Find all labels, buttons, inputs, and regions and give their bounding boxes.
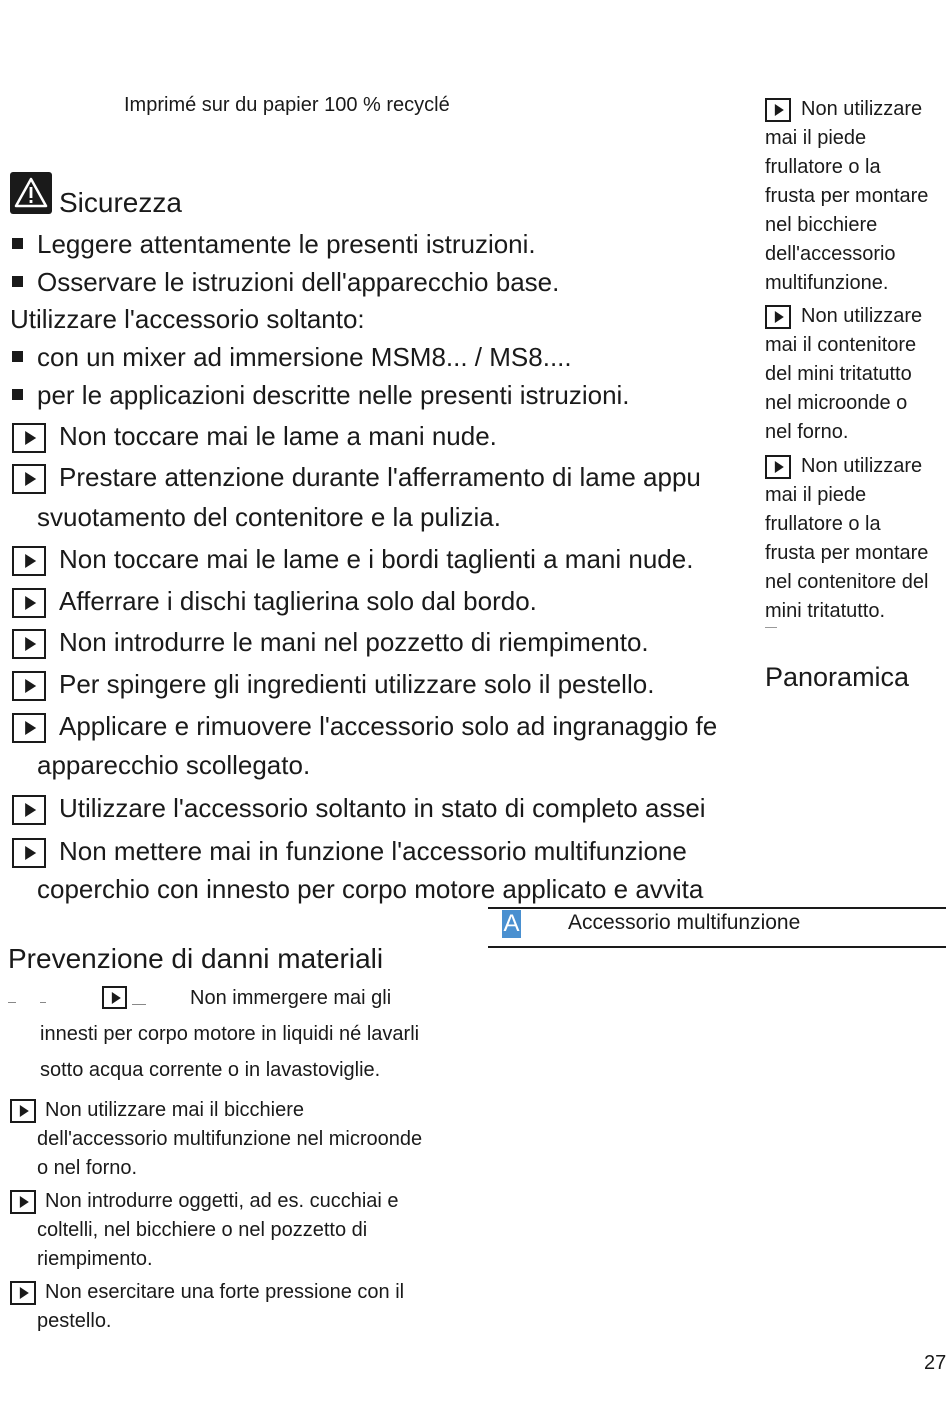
bullet-icon [12,276,23,287]
bullet-icon [12,238,23,249]
note-line: Non utilizzare [765,452,950,481]
note-line: mai il piede [765,127,867,149]
play-icon [12,464,46,494]
list-item: con un mixer ad immersione MSM8... / MS8.... [12,338,752,376]
damage-item-continuation: o nel forno. [37,1157,138,1179]
damage-item-continuation: sotto acqua corrente o in lavastoviglie. [40,1059,381,1081]
note-line: nel microonde o [765,392,908,414]
divider [132,1004,146,1005]
play-icon [102,986,127,1009]
play-icon [10,1099,36,1123]
legend-top-rule [488,907,946,909]
note-line: Non utilizzare [765,95,950,124]
warning-item: Applicare e rimuovere l'accessorio solo ad ingranaggio fe [12,707,762,745]
damage-item: Non introdurre oggetti, ad es. cucchiai e [10,1187,399,1216]
usage-intro: Utilizzare l'accessorio soltanto: [10,304,365,334]
divider [765,627,777,628]
page-number: 27 [924,1352,947,1374]
list-item: per le applicazioni descritte nelle presenti istruzioni. [12,376,752,414]
warning-continuation: apparecchio scollegato. [37,750,311,780]
note-line: frullatore o la [765,513,881,535]
damage-title: Prevenzione di danni materiali [8,943,384,974]
damage-item-continuation: innesti per corpo motore in liquidi né lavarli [40,1023,420,1045]
note-line: nel contenitore del [765,571,929,593]
warning-item: Non mettere mai in funzione l'accessorio multifunzione [12,832,762,870]
note-line: mini tritatutto. [765,600,886,622]
note-line: frullatore o la [765,156,881,178]
damage-item-continuation: dell'accessorio multifunzione nel microonde [37,1128,423,1150]
list-item: Osservare le istruzioni dell'apparecchio base. [12,263,752,301]
note-line: multifunzione. [765,272,889,294]
note-block [765,452,950,626]
warning-item: Afferrare i dischi taglierina solo dal bordo. [12,582,762,620]
bullet-icon [12,389,23,400]
play-icon [765,305,791,329]
note-line: dell'accessorio [765,243,896,265]
print-note: Imprimé sur du papier 100 % recyclé [124,94,450,116]
legend-letter: A [503,910,520,937]
play-icon [10,1281,36,1305]
play-icon [765,98,791,122]
note-line: nel forno. [765,421,849,443]
note-line: mai il piede [765,484,867,506]
play-icon [12,629,46,659]
note-line: frusta per montare [765,185,929,207]
play-icon [12,795,46,825]
damage-item: Non esercitare una forte pressione con il [10,1278,404,1307]
play-icon [10,1190,36,1214]
warning-icon [10,172,52,219]
play-icon [12,423,46,453]
play-icon [765,455,791,479]
play-icon [12,671,46,701]
damage-item-continuation: pestello. [37,1310,112,1332]
note-block [765,302,950,447]
warning-continuation: svuotamento del contenitore e la pulizia. [37,502,501,532]
warning-item: Utilizzare l'accessorio soltanto in stato di completo assei [12,789,762,827]
bullet-icon [12,351,23,362]
warning-item: Prestare attenzione durante l'afferramento di lame appu [12,458,762,496]
warning-item: Non introdurre le mani nel pozzetto di riempimento. [12,623,762,661]
note-line: frusta per montare [765,542,929,564]
warning-item: Non toccare mai le lame a mani nude. [12,417,762,455]
warning-continuation: coperchio con innesto per corpo motore applicato e avvita [37,874,704,904]
play-icon [12,713,46,743]
divider [8,1002,16,1003]
overview-title: Panoramica [765,662,910,692]
damage-item: Non utilizzare mai il bicchiere [10,1096,304,1125]
legend-label: Accessorio multifunzione [568,911,801,934]
warning-item: Per spingere gli ingredienti utilizzare solo il pestello. [12,665,762,703]
play-icon [12,546,46,576]
list-item: Leggere attentamente le presenti istruzioni. [12,225,752,263]
note-block [765,95,950,298]
note-line: Non utilizzare [765,302,950,331]
play-icon [12,838,46,868]
note-line: nel bicchiere [765,214,878,236]
divider [40,1002,46,1003]
warning-item: Non toccare mai le lame e i bordi taglienti a mani nude. [12,540,762,578]
damage-item: Non immergere mai gli [190,987,392,1009]
damage-item-continuation: coltelli, nel bicchiere o nel pozzetto di [37,1219,368,1241]
note-line: mai il contenitore [765,334,917,356]
safety-title: Sicurezza [59,187,182,218]
damage-item-continuation: riempimento. [37,1248,153,1270]
play-icon [12,588,46,618]
legend-bottom-rule [488,946,946,948]
note-line: del mini tritatutto [765,363,912,385]
